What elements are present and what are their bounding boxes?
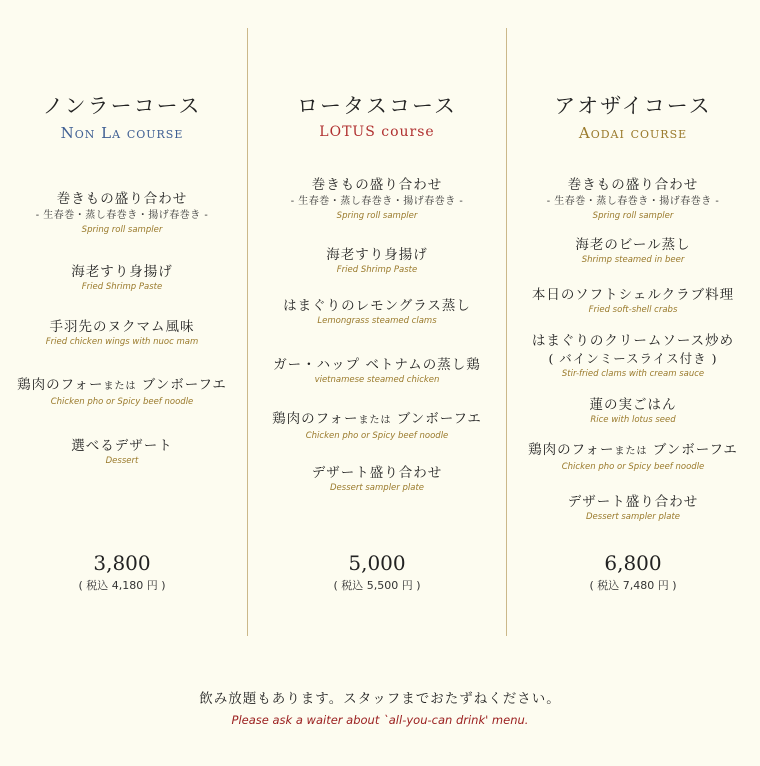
menu-item bbox=[508, 286, 758, 317]
course-price: 3,800 bbox=[93, 551, 151, 575]
course-title: ノンラーコース bbox=[42, 94, 202, 118]
menu-item bbox=[252, 297, 502, 328]
item-en: Spring roll sampler bbox=[81, 225, 163, 235]
course-price: 5,000 bbox=[348, 551, 406, 575]
item-jp: 鶏肉のフォーまたは ブンボーフエ bbox=[17, 377, 227, 393]
item-jp: 鶏肉のフォーまたは ブンボーフエ bbox=[528, 442, 738, 458]
menu-item bbox=[252, 176, 502, 223]
menu-item bbox=[252, 246, 502, 277]
item-jp-note: - 生春巻・蒸し春巻き・揚げ春巻き - bbox=[35, 210, 209, 221]
course-subtitle: Aodai course bbox=[578, 124, 688, 142]
item-jp: 手羽先のヌクマム風味 bbox=[49, 319, 195, 335]
item-en: Shrimp steamed in beer bbox=[581, 255, 685, 265]
item-jp: はまぐりのレモングラス蒸し bbox=[283, 298, 471, 314]
item-jp: 蓮の実ごはん bbox=[589, 397, 677, 413]
item-en: Fried Shrimp Paste bbox=[336, 265, 418, 275]
footer-note-en: Please ask a waiter about `all-you-can drink' menu. bbox=[231, 713, 529, 727]
item-jp-note: ( バインミースライス付き ) bbox=[548, 351, 718, 366]
item-en: Spring roll sampler bbox=[592, 211, 674, 221]
menu-item bbox=[0, 190, 247, 237]
course-price-tax: ( 税込 4,180 円 ) bbox=[78, 579, 166, 592]
item-jp: 海老のビール蒸し bbox=[575, 237, 691, 253]
course-price-tax: ( 税込 7,480 円 ) bbox=[589, 579, 677, 592]
item-jp-note: - 生春巻・蒸し春巻き・揚げ春巻き - bbox=[546, 196, 720, 207]
course-price: 6,800 bbox=[604, 551, 662, 575]
menu-item bbox=[0, 318, 247, 349]
item-jp: ガー・ハップ ベトナムの蒸し鶏 bbox=[273, 357, 481, 373]
item-en: Rice with lotus seed bbox=[590, 415, 676, 425]
divider-right bbox=[506, 28, 507, 636]
item-jp: はまぐりのクリームソース炒め bbox=[531, 333, 735, 349]
item-en: Dessert sampler plate bbox=[329, 483, 425, 493]
item-en: Stir-fried clams with cream sauce bbox=[561, 369, 705, 379]
item-jp: 本日のソフトシェルクラブ料理 bbox=[531, 287, 735, 303]
item-jp: 巻きもの盛り合わせ bbox=[311, 177, 443, 193]
item-jp: 選べるデザート bbox=[71, 438, 173, 454]
course-title: ロータスコース bbox=[297, 94, 457, 118]
course-subtitle: Non La course bbox=[60, 124, 184, 142]
menu-item bbox=[0, 437, 247, 468]
menu-item bbox=[508, 396, 758, 427]
menu-item bbox=[508, 493, 758, 524]
item-en: Chicken pho or Spicy beef noodle bbox=[561, 462, 705, 472]
item-en: Fried chicken wings with nuoc mam bbox=[45, 337, 199, 347]
item-en: vietnamese steamed chicken bbox=[314, 375, 440, 385]
item-en: Chicken pho or Spicy beef noodle bbox=[305, 431, 449, 441]
menu-item bbox=[252, 356, 502, 387]
item-en: Chicken pho or Spicy beef noodle bbox=[50, 397, 194, 407]
item-en: Lemongrass steamed clams bbox=[317, 316, 437, 326]
item-jp: 巻きもの盛り合わせ bbox=[56, 191, 188, 207]
menu-item bbox=[508, 236, 758, 267]
menu-item bbox=[508, 176, 758, 223]
menu-item bbox=[508, 332, 758, 381]
course-subtitle: LOTUS course bbox=[319, 124, 435, 140]
menu-item bbox=[508, 441, 758, 474]
item-jp: 海老すり身揚げ bbox=[326, 247, 428, 263]
item-en: Fried Shrimp Paste bbox=[81, 282, 163, 292]
menu-item bbox=[0, 376, 247, 409]
divider-left bbox=[247, 28, 248, 636]
item-jp: デザート盛り合わせ bbox=[567, 494, 699, 510]
course-price-tax: ( 税込 5,500 円 ) bbox=[333, 579, 421, 592]
item-en: Dessert bbox=[105, 456, 139, 466]
item-en: Dessert sampler plate bbox=[585, 512, 681, 522]
item-jp: 巻きもの盛り合わせ bbox=[567, 177, 699, 193]
item-jp: 鶏肉のフォーまたは ブンボーフエ bbox=[272, 411, 482, 427]
menu-item bbox=[0, 263, 247, 294]
menu-item bbox=[252, 410, 502, 443]
course-title: アオザイコース bbox=[554, 94, 712, 118]
item-en: Fried soft-shell crabs bbox=[588, 305, 678, 315]
menu-item bbox=[252, 464, 502, 495]
item-jp: 海老すり身揚げ bbox=[71, 264, 173, 280]
footer-note-jp: 飲み放題もあります。スタッフまでおたずねください。 bbox=[199, 691, 561, 707]
item-jp: デザート盛り合わせ bbox=[311, 465, 443, 481]
item-jp-note: - 生春巻・蒸し春巻き・揚げ春巻き - bbox=[290, 196, 464, 207]
item-en: Spring roll sampler bbox=[336, 211, 418, 221]
